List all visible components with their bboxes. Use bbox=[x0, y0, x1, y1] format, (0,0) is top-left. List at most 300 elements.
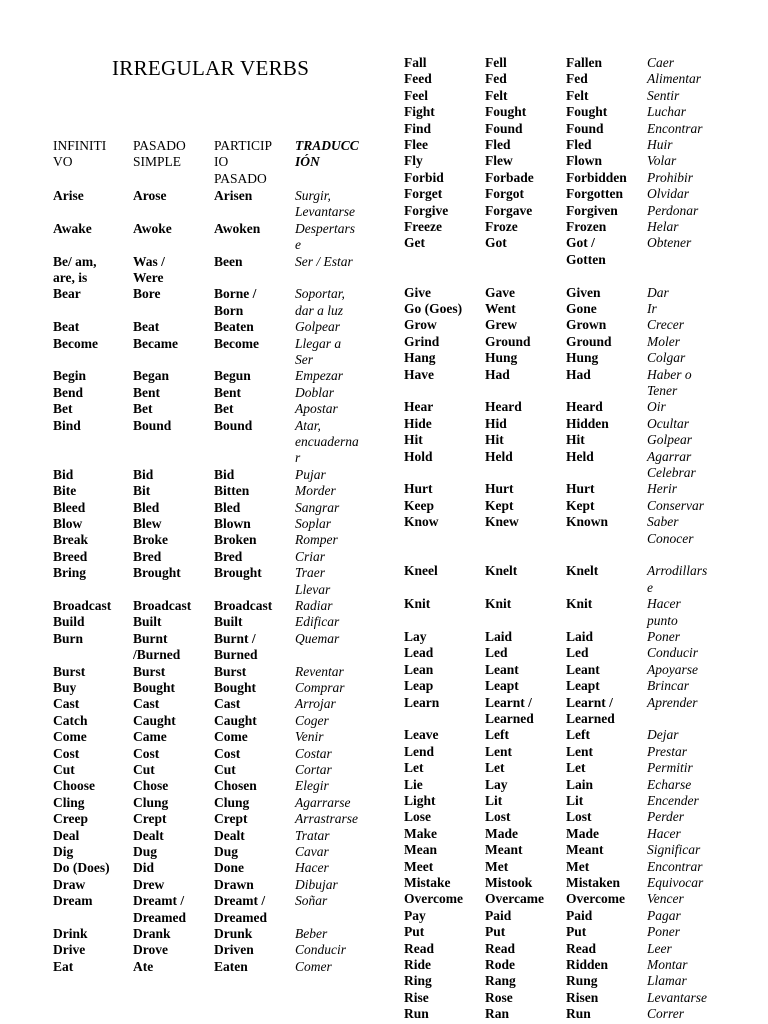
infinitive-cell bbox=[404, 695, 439, 711]
translation-cell bbox=[647, 285, 669, 301]
infinitive-cell bbox=[404, 432, 423, 448]
cell-line: Hung bbox=[485, 350, 518, 366]
past-simple-cell bbox=[133, 418, 171, 434]
past-participle-cell bbox=[566, 399, 603, 415]
cell-line: Romper bbox=[295, 532, 338, 548]
cell-line: Hit bbox=[485, 432, 504, 448]
past-participle-cell bbox=[214, 319, 254, 335]
cell-line: Beber bbox=[295, 926, 328, 941]
translation-cell bbox=[295, 532, 338, 548]
past-participle-cell bbox=[214, 696, 240, 712]
past-simple-cell bbox=[133, 762, 155, 778]
translation-cell bbox=[647, 1006, 684, 1022]
cell-line: Bred bbox=[214, 548, 243, 564]
past-participle-cell bbox=[566, 760, 586, 776]
past-simple-cell bbox=[133, 401, 153, 417]
cell-line: Bleed bbox=[53, 499, 86, 515]
translation-cell bbox=[647, 744, 687, 760]
translation-cell bbox=[647, 235, 691, 251]
cell-line: Dreamt / bbox=[133, 893, 185, 909]
cell-line: Put bbox=[485, 924, 506, 940]
header-line: INFINITI bbox=[53, 138, 107, 153]
cell-line: Agarrar bbox=[647, 448, 692, 464]
past-simple-cell bbox=[133, 532, 168, 548]
cell-line: Driven bbox=[214, 942, 254, 958]
infinitive-cell bbox=[404, 55, 427, 71]
infinitive-cell bbox=[404, 285, 431, 301]
translation-cell bbox=[647, 481, 677, 497]
past-simple-cell bbox=[485, 170, 534, 186]
past-simple-cell bbox=[133, 926, 171, 942]
past-simple-cell bbox=[133, 483, 150, 499]
cell-line: Run bbox=[566, 1006, 591, 1022]
cell-line: Haber o bbox=[647, 366, 692, 382]
translation-cell bbox=[295, 336, 341, 369]
cell-line: Mean bbox=[404, 842, 437, 858]
cell-line: Gave bbox=[485, 284, 515, 300]
translation-cell bbox=[647, 367, 692, 400]
past-simple-cell bbox=[133, 877, 164, 893]
infinitive-cell bbox=[404, 875, 451, 891]
past-participle-cell bbox=[566, 153, 602, 169]
cell-line: Encontrar bbox=[647, 858, 703, 874]
infinitive-cell bbox=[404, 137, 428, 153]
cell-line: Began bbox=[133, 368, 170, 384]
cell-line: Forget bbox=[404, 186, 443, 202]
past-participle-cell bbox=[214, 221, 260, 237]
translation-cell bbox=[295, 401, 338, 417]
cell-line: Tratar bbox=[295, 827, 330, 843]
past-participle-cell bbox=[566, 924, 586, 940]
cell-line: Comer bbox=[295, 958, 332, 974]
past-participle-cell bbox=[566, 826, 599, 842]
past-simple-cell bbox=[133, 729, 167, 745]
infinitive-cell bbox=[404, 235, 425, 251]
cell-line: Hide bbox=[404, 415, 432, 431]
translation-cell bbox=[647, 432, 692, 448]
past-participle-cell bbox=[214, 500, 240, 516]
cell-line: Drank bbox=[133, 926, 171, 941]
translation-cell bbox=[295, 795, 351, 811]
cell-line: Built bbox=[214, 614, 243, 630]
infinitive-cell bbox=[53, 467, 73, 483]
cell-line: Built bbox=[133, 614, 162, 630]
past-participle-cell bbox=[566, 186, 623, 202]
cell-line: Dug bbox=[133, 844, 158, 859]
infinitive-cell bbox=[404, 367, 434, 383]
cell-line: Lit bbox=[485, 793, 503, 808]
cell-line: Meant bbox=[566, 842, 604, 858]
translation-cell bbox=[647, 55, 674, 71]
past-participle-cell bbox=[214, 188, 252, 204]
cell-line: Eat bbox=[53, 958, 74, 974]
translation-cell bbox=[647, 908, 681, 924]
infinitive-cell bbox=[404, 219, 442, 235]
infinitive-cell bbox=[53, 516, 82, 532]
cell-line: Forbid bbox=[404, 169, 444, 185]
cell-line: Dreamt / bbox=[214, 893, 266, 909]
past-participle-cell bbox=[566, 301, 597, 317]
cell-line: Llevar bbox=[295, 581, 331, 597]
cell-line: Knelt bbox=[566, 563, 599, 579]
cell-line: Rise bbox=[404, 989, 429, 1005]
translation-cell bbox=[295, 319, 340, 335]
cell-line: Sentir bbox=[647, 87, 680, 103]
cell-line: Grown bbox=[566, 317, 607, 333]
past-participle-cell bbox=[566, 695, 615, 728]
cell-line: Ate bbox=[133, 958, 154, 974]
cell-line: Bite bbox=[53, 483, 77, 499]
translation-cell bbox=[647, 662, 698, 678]
cell-line: Cast bbox=[214, 696, 241, 712]
past-participle-cell bbox=[214, 401, 234, 417]
cell-line: Forbade bbox=[485, 169, 534, 185]
cell-line: Ride bbox=[404, 957, 431, 972]
infinitive-cell bbox=[404, 121, 431, 137]
cell-line: Permitir bbox=[647, 760, 693, 776]
translation-cell bbox=[295, 893, 327, 909]
past-participle-cell bbox=[566, 203, 618, 219]
cell-line: Morder bbox=[295, 483, 336, 499]
past-participle-cell bbox=[214, 746, 240, 762]
past-simple-cell bbox=[485, 662, 519, 678]
cell-line: Bound bbox=[214, 417, 253, 433]
cell-line: Awake bbox=[53, 220, 92, 236]
past-simple-cell bbox=[485, 777, 508, 793]
cell-line: Go (Goes) bbox=[404, 301, 463, 316]
past-simple-cell bbox=[133, 680, 175, 696]
translation-cell bbox=[295, 860, 329, 876]
past-simple-cell bbox=[133, 942, 168, 958]
past-simple-cell bbox=[485, 826, 518, 842]
infinitive-cell bbox=[53, 549, 87, 565]
past-participle-cell bbox=[214, 549, 242, 565]
cell-line: Awoken bbox=[214, 220, 261, 236]
past-participle-cell bbox=[566, 334, 612, 350]
cell-line: Bid bbox=[214, 466, 235, 482]
cell-line: Levantarse bbox=[295, 204, 355, 220]
past-simple-cell bbox=[485, 842, 523, 858]
past-participle-cell bbox=[566, 514, 608, 530]
translation-cell bbox=[647, 924, 680, 940]
cell-line: Knit bbox=[485, 596, 512, 612]
past-participle-cell bbox=[566, 908, 592, 924]
cell-line: Moler bbox=[647, 333, 680, 349]
past-participle-cell bbox=[566, 285, 601, 301]
past-simple-cell bbox=[133, 795, 168, 811]
cell-line: Lain bbox=[566, 776, 594, 792]
cell-line: Pagar bbox=[647, 907, 681, 923]
cell-line: Doblar bbox=[295, 384, 335, 400]
cell-line: Break bbox=[53, 532, 89, 548]
cell-line: Edificar bbox=[295, 614, 340, 630]
past-participle-cell bbox=[566, 104, 607, 120]
infinitive-cell bbox=[404, 941, 434, 957]
infinitive-cell bbox=[404, 563, 438, 579]
translation-cell bbox=[647, 170, 693, 186]
past-simple-cell bbox=[485, 629, 512, 645]
past-simple-cell bbox=[485, 334, 531, 350]
header-line: SIMPLE bbox=[133, 154, 182, 170]
cell-line: Risen bbox=[566, 989, 599, 1005]
past-participle-cell bbox=[566, 235, 606, 268]
cell-line: Hid bbox=[485, 415, 507, 431]
cell-line: Arise bbox=[53, 188, 84, 203]
infinitive-cell bbox=[53, 877, 85, 893]
infinitive-cell bbox=[53, 680, 76, 696]
cell-line: Meet bbox=[404, 858, 434, 874]
infinitive-cell bbox=[404, 957, 431, 973]
cell-line: Perdonar bbox=[647, 202, 699, 218]
cell-line: Brought bbox=[214, 565, 262, 581]
cell-line: Soportar, bbox=[295, 286, 345, 302]
cell-line: Went bbox=[485, 301, 516, 316]
past-simple-cell bbox=[485, 891, 544, 907]
past-simple-cell bbox=[485, 449, 513, 465]
cell-line: Cut bbox=[133, 762, 155, 777]
past-simple-cell bbox=[485, 498, 514, 514]
cell-line: Catch bbox=[53, 712, 88, 728]
translation-cell bbox=[647, 777, 691, 793]
cell-line: Cavar bbox=[295, 844, 329, 859]
cell-line: Lose bbox=[404, 809, 431, 825]
translation-cell bbox=[647, 695, 698, 711]
cell-line: Prohibir bbox=[647, 169, 694, 185]
cell-line: Crept bbox=[214, 811, 248, 827]
cell-line: Lend bbox=[404, 743, 435, 759]
cell-line: Build bbox=[53, 614, 85, 630]
cell-line: Caught bbox=[133, 712, 176, 728]
past-participle-cell bbox=[566, 350, 598, 366]
cell-line: Known bbox=[566, 514, 609, 530]
translation-cell bbox=[647, 645, 698, 661]
cell-line: Read bbox=[404, 940, 434, 956]
past-simple-cell bbox=[485, 416, 507, 432]
cell-line: Done bbox=[214, 860, 244, 876]
infinitive-cell bbox=[404, 301, 462, 317]
infinitive-cell bbox=[404, 334, 439, 350]
past-simple-cell bbox=[133, 336, 178, 352]
past-participle-cell bbox=[566, 793, 583, 809]
infinitive-cell bbox=[404, 629, 427, 645]
past-simple-cell bbox=[133, 565, 181, 581]
cell-line: Bore bbox=[133, 286, 161, 302]
cell-line: Hang bbox=[404, 350, 436, 366]
translation-cell bbox=[647, 678, 689, 694]
past-simple-cell bbox=[485, 514, 519, 530]
cell-line: Came bbox=[133, 729, 167, 745]
cell-line: Encontrar bbox=[647, 120, 703, 136]
cell-line: Tener bbox=[647, 383, 678, 398]
past-participle-cell bbox=[214, 336, 259, 352]
cell-line: Rose bbox=[485, 989, 513, 1005]
cell-line: Bind bbox=[53, 417, 81, 433]
cell-line: Beaten bbox=[214, 319, 254, 335]
cell-line: Fed bbox=[485, 71, 507, 87]
translation-cell bbox=[647, 793, 699, 809]
past-simple-cell bbox=[133, 368, 169, 384]
past-participle-cell bbox=[566, 859, 589, 875]
cell-line: Bet bbox=[133, 401, 153, 417]
cell-line: Frozen bbox=[566, 219, 607, 234]
cell-line: Dug bbox=[214, 844, 239, 859]
translation-cell bbox=[295, 221, 355, 254]
cell-line: Herir bbox=[647, 481, 677, 497]
cell-line: Ground bbox=[566, 333, 612, 349]
cell-line: Vencer bbox=[647, 891, 684, 907]
cell-line: Bred bbox=[133, 548, 162, 564]
cell-line: Rode bbox=[485, 957, 515, 972]
cell-line: Ir bbox=[647, 301, 657, 316]
cell-line: Keep bbox=[404, 497, 434, 513]
cell-line: Give bbox=[404, 284, 431, 300]
cell-line: Dealt bbox=[214, 827, 245, 843]
past-simple-cell bbox=[133, 713, 176, 729]
translation-cell bbox=[295, 762, 332, 778]
cell-line: Knit bbox=[566, 596, 593, 612]
infinitive-cell bbox=[53, 762, 75, 778]
translation-cell bbox=[295, 746, 332, 762]
cell-line: Had bbox=[566, 366, 591, 382]
cell-line: Conducir bbox=[295, 942, 347, 958]
past-participle-cell bbox=[214, 713, 257, 729]
cell-line: Leapt bbox=[566, 678, 600, 694]
cell-line: Volar bbox=[647, 153, 677, 169]
past-participle-cell bbox=[566, 629, 593, 645]
cell-line: Come bbox=[214, 729, 248, 745]
translation-cell bbox=[647, 596, 681, 629]
infinitive-cell bbox=[404, 203, 448, 219]
cell-line: Overcame bbox=[485, 891, 544, 907]
cell-line: Knelt bbox=[485, 563, 518, 579]
past-participle-cell bbox=[566, 596, 592, 612]
infinitive-cell bbox=[404, 1006, 429, 1022]
past-simple-cell bbox=[485, 744, 512, 760]
past-simple-cell bbox=[485, 760, 505, 776]
translation-cell bbox=[647, 973, 687, 989]
cell-line: Blow bbox=[53, 516, 83, 531]
infinitive-cell bbox=[404, 481, 433, 497]
translation-cell bbox=[647, 104, 686, 120]
infinitive-cell bbox=[404, 350, 436, 366]
past-simple-cell bbox=[485, 990, 513, 1006]
past-participle-cell bbox=[566, 498, 595, 514]
translation-cell bbox=[647, 809, 684, 825]
cell-line: Laid bbox=[566, 629, 594, 644]
infinitive-cell bbox=[53, 795, 85, 811]
cell-line: Meant bbox=[485, 842, 523, 858]
past-simple-cell bbox=[485, 596, 511, 612]
cell-line: Burn bbox=[53, 630, 84, 646]
cell-line: Learned bbox=[566, 711, 615, 726]
cell-line: Leapt bbox=[485, 678, 519, 694]
cell-line: Dibujar bbox=[295, 876, 338, 892]
infinitive-cell bbox=[404, 859, 433, 875]
past-participle-cell bbox=[214, 631, 258, 664]
cell-line: Leap bbox=[404, 678, 434, 694]
cell-line: Made bbox=[566, 825, 599, 841]
cell-line: Bound bbox=[133, 417, 172, 433]
past-simple-cell bbox=[485, 678, 519, 694]
past-participle-cell bbox=[214, 565, 262, 581]
cell-line: Traer bbox=[295, 565, 326, 581]
infinitive-cell bbox=[404, 153, 423, 169]
cell-line: Burst bbox=[53, 663, 86, 679]
infinitive-cell bbox=[404, 760, 424, 776]
translation-cell bbox=[647, 842, 700, 858]
past-simple-cell bbox=[485, 399, 522, 415]
translation-cell bbox=[647, 186, 689, 202]
translation-cell bbox=[647, 514, 694, 547]
past-participle-cell bbox=[214, 877, 254, 893]
past-participle-cell bbox=[566, 941, 596, 957]
cell-line: Forgotten bbox=[566, 186, 623, 202]
translation-cell bbox=[295, 385, 334, 401]
cell-line: Leave bbox=[404, 727, 439, 743]
past-participle-cell bbox=[214, 860, 244, 876]
cell-line: Apostar bbox=[295, 401, 338, 417]
cell-line: Encender bbox=[647, 793, 699, 808]
cell-line: Broadcast bbox=[133, 598, 192, 613]
cell-line: Leant bbox=[485, 661, 519, 677]
cell-line: Alimentar bbox=[647, 71, 701, 87]
translation-cell bbox=[647, 760, 693, 776]
past-simple-cell bbox=[485, 104, 526, 120]
cell-line: Arisen bbox=[214, 188, 253, 203]
infinitive-cell bbox=[404, 170, 444, 186]
past-simple-cell bbox=[485, 432, 504, 448]
header-line: PASADO bbox=[214, 170, 267, 186]
infinitive-cell bbox=[404, 596, 430, 612]
translation-cell bbox=[647, 416, 689, 432]
cell-line: Leer bbox=[647, 940, 672, 956]
cell-line: Was / bbox=[133, 253, 165, 269]
cell-line: Cast bbox=[133, 696, 160, 712]
cell-line: Hung bbox=[566, 350, 599, 366]
cell-line: Had bbox=[485, 366, 510, 382]
cell-line: Bet bbox=[53, 401, 73, 417]
infinitive-cell bbox=[404, 727, 439, 743]
cell-line: Heard bbox=[485, 399, 522, 415]
cell-line: Hacer bbox=[647, 596, 681, 612]
past-participle-cell bbox=[566, 662, 600, 678]
past-participle-cell bbox=[566, 957, 608, 973]
past-simple-cell bbox=[485, 941, 515, 957]
infinitive-cell bbox=[53, 368, 86, 384]
cell-line: Grow bbox=[404, 317, 437, 333]
cell-line: Llegar a bbox=[295, 335, 342, 351]
past-simple-cell bbox=[485, 71, 507, 87]
cell-line: Despertars bbox=[295, 220, 355, 236]
translation-cell bbox=[647, 891, 684, 907]
cell-line: Colgar bbox=[647, 350, 686, 366]
cell-line: Left bbox=[566, 727, 590, 743]
past-simple-cell bbox=[485, 973, 516, 989]
cell-line: Criar bbox=[295, 548, 326, 564]
infinitive-cell bbox=[53, 336, 98, 352]
cell-line: Cost bbox=[133, 745, 160, 761]
cell-line: Fallen bbox=[566, 55, 602, 70]
cell-line: Leant bbox=[566, 661, 600, 677]
cell-line: Hacer bbox=[295, 860, 329, 876]
cell-line: Hold bbox=[404, 448, 433, 464]
cell-line: Held bbox=[566, 448, 594, 464]
cell-line: Costar bbox=[295, 745, 332, 761]
cell-line: Grew bbox=[485, 317, 517, 333]
cell-line: Arrastrarse bbox=[295, 811, 359, 827]
past-simple-cell bbox=[133, 614, 162, 630]
cell-line: Breed bbox=[53, 548, 88, 564]
